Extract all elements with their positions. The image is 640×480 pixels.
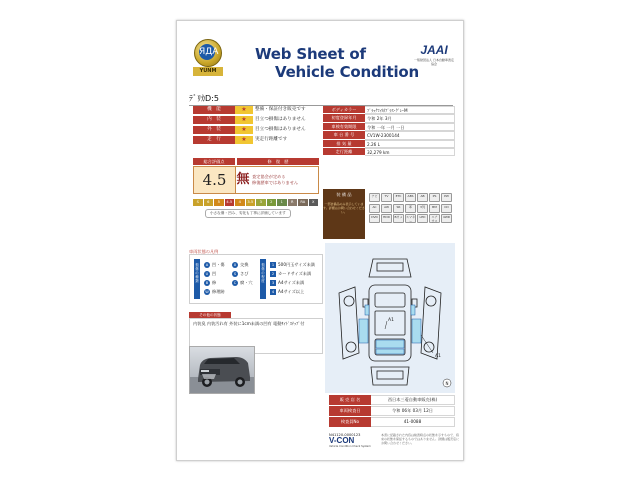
- info-value: ﾌﾞﾗｯｸﾏｲｶ/ﾌﾞﾗｽ･ｸﾞﾚｰM: [365, 106, 455, 114]
- info-key: 走行距離: [323, 148, 365, 156]
- info-value: CV1W-2300144: [365, 131, 455, 139]
- legend-label: 凹・傷: [212, 262, 225, 267]
- legend-label: 修理跡: [212, 289, 225, 294]
- equipment-item: HDD: [381, 214, 392, 223]
- rating-row-exterior: [193, 126, 319, 134]
- info-row-displacement: [323, 140, 455, 148]
- legend-item: [204, 288, 225, 295]
- vehicle-photo: [189, 346, 255, 394]
- legend-type-icon: A: [205, 263, 209, 267]
- equipment-item: AC: [369, 204, 380, 213]
- legend-box: [189, 254, 323, 304]
- legend-label: さび: [240, 271, 249, 276]
- info-key: 排 気 量: [323, 140, 365, 148]
- info-row-color: [323, 106, 455, 114]
- star-icon: ★: [235, 116, 253, 124]
- info-key: 初度登録年月: [323, 114, 365, 122]
- legend-label: 凹: [212, 271, 217, 276]
- rating-label: 走 行: [193, 136, 235, 144]
- seal-badge: ЯДА: [199, 44, 215, 60]
- legend-side-left: 損傷の種類: [194, 259, 200, 299]
- legend-label: 腐・穴: [240, 280, 253, 285]
- remarks-title: その他の状態: [189, 312, 231, 318]
- footnote: 本書に記載された内容は検査時点の状態を示すもので、将来の状態を保証するものではありません。詳細は販売店にお問い合わせください。: [381, 433, 460, 445]
- legend-type-icon: S: [233, 272, 237, 276]
- scale-step: 4: [235, 199, 246, 206]
- damage-mark-2: A1: [435, 354, 441, 359]
- dealer-key: 車両検査日: [329, 406, 371, 416]
- equipment-panel: [323, 189, 455, 239]
- info-row-inspection-expiry: [323, 123, 455, 131]
- rating-row-mileage: [193, 136, 319, 144]
- scale-step: 2: [267, 199, 278, 206]
- info-value: 2.26 L: [365, 140, 455, 148]
- car-name: ﾃﾞﾘｶD:5: [189, 93, 453, 106]
- info-row-registration: [323, 114, 455, 122]
- star-icon: ★: [235, 106, 253, 114]
- svg-text:N: N: [445, 381, 449, 386]
- legend-item: [204, 270, 216, 277]
- vcon-sub: Vehicle Condition Check System: [329, 445, 371, 448]
- legend-type-icon: B: [205, 281, 209, 285]
- legend-item: [232, 279, 253, 286]
- repair-history-mark: 無: [236, 172, 250, 187]
- scale-note: 小さな傷・凹み、劣化も丁寧に評価しています: [205, 209, 291, 218]
- org-logo: [413, 43, 455, 66]
- overall-score: 4.5: [194, 167, 236, 193]
- equipment-item: LED: [417, 214, 428, 223]
- legend-degree-icon: 1: [271, 263, 275, 267]
- scale-step: 3: [256, 199, 267, 206]
- equipment-item: 3列: [417, 204, 428, 213]
- seal-emblem: [193, 39, 223, 77]
- dealer-value: 令和 06年 03月 12日: [371, 406, 455, 416]
- legend-item: [270, 261, 315, 268]
- scale-step: 6: [204, 199, 215, 206]
- equipment-item: ETC: [393, 193, 404, 202]
- rating-label: 内 装: [193, 116, 235, 124]
- score-scale: [193, 199, 319, 206]
- info-key: 車 台 番 号: [323, 131, 365, 139]
- legend-label: カードサイズ未満: [278, 271, 312, 276]
- equipment-item: SR: [393, 204, 404, 213]
- info-key: 車検有効期限: [323, 123, 365, 131]
- equipment-item: DVD: [369, 214, 380, 223]
- legend-item: [204, 261, 225, 268]
- star-icon: ★: [235, 136, 253, 144]
- legend-side-right: 損傷の程度: [260, 259, 266, 299]
- equipment-item: Bカメ: [393, 214, 404, 223]
- vcon-logo: V-CON: [329, 436, 355, 445]
- rating-desc: 目立つ損傷はありません: [255, 117, 306, 122]
- info-value: 令和 一年 一月 一日: [365, 123, 455, 131]
- rating-label: 機 能: [193, 106, 235, 114]
- seal-ribbon: YUNM: [193, 67, 223, 76]
- equipment-item: PS: [429, 193, 440, 202]
- scale-step: X: [309, 199, 320, 206]
- scale-step: 5: [214, 199, 225, 206]
- dealer-value: 41-0088: [371, 417, 455, 427]
- legend-item: [270, 288, 304, 295]
- dealer-row-name: [329, 395, 455, 405]
- rating-row-function: [193, 106, 319, 114]
- equipment-item: TV: [381, 193, 392, 202]
- scale-step: 3.5: [246, 199, 257, 206]
- repair-note-line1: 査定協会が定める: [252, 174, 286, 179]
- legend-item: [232, 261, 248, 268]
- repair-note: [250, 167, 298, 193]
- info-row-chassis: [323, 131, 455, 139]
- legend-degree-icon: 2: [271, 272, 275, 276]
- legend-label: A4サイズ以上: [278, 289, 305, 294]
- info-key: ボディカラー: [323, 106, 365, 114]
- equipment-item: 4WD: [441, 214, 452, 223]
- star-icon: ★: [235, 126, 253, 134]
- damage-mark-1: A1: [388, 318, 394, 323]
- equipment-grid: [369, 193, 455, 223]
- legend-title: 車両状態の凡例: [189, 249, 219, 254]
- legend-label: A4サイズ未満: [278, 280, 305, 285]
- equipment-item: CD: [441, 204, 452, 213]
- sheet-title-line1: Web Sheet of: [255, 45, 366, 63]
- equipment-label-box: [323, 189, 365, 239]
- rating-desc: 目立つ損傷はありません: [255, 127, 306, 132]
- rating-label: 外 装: [193, 126, 235, 134]
- legend-label: 修: [212, 280, 217, 285]
- equipment-item: AW: [381, 204, 392, 213]
- equipment-item: スマキー: [406, 215, 415, 223]
- damage-diagram: [325, 243, 455, 393]
- legend-type-icon: C: [233, 281, 237, 285]
- equipment-item: ナビ: [369, 193, 380, 202]
- scale-step: 1: [277, 199, 288, 206]
- equipment-note: 一部装備品のみ表示しています。詳細はお問い合わせください。: [323, 202, 365, 214]
- legend-item: [270, 279, 304, 286]
- dealer-row-inspector: [329, 417, 455, 427]
- sheet-title-line2: Vehicle Condition: [275, 63, 419, 81]
- score-header-left: 総合評価点: [193, 158, 235, 165]
- score-header-right: 修 復 歴: [237, 158, 319, 165]
- equipment-item: ABS: [405, 193, 416, 202]
- dealer-value: 西日本三菱自動車販売(株): [371, 395, 455, 405]
- legend-item: [204, 279, 216, 286]
- dealer-key: 販 売 店 名: [329, 395, 371, 405]
- equipment-item: PW: [441, 193, 452, 202]
- dealer-key: 検査員No: [329, 417, 371, 427]
- car-photo-icon: [190, 347, 255, 394]
- info-value: 令和 2年 3月: [365, 114, 455, 122]
- dealer-table: [329, 395, 455, 428]
- legend-item: [232, 270, 248, 277]
- sheet-id: N41120-0000123: [329, 433, 361, 437]
- legend-degree-icon: 3: [271, 281, 275, 285]
- legend-type-icon: W: [205, 290, 209, 294]
- legend-label: 交換: [240, 262, 249, 267]
- equipment-item: 革: [405, 204, 416, 213]
- rating-desc: 実走行距離です: [255, 137, 288, 142]
- equipment-item: エアサス: [429, 214, 440, 223]
- car-outline-diagram: [325, 243, 455, 393]
- equipment-item: AB: [417, 193, 428, 202]
- vcon-footer: [329, 433, 371, 448]
- repair-note-line2: 修復歴車ではありません: [252, 180, 299, 185]
- info-row-mileage: [323, 148, 455, 156]
- scale-step: RA: [298, 199, 309, 206]
- equipment-item: BM: [429, 204, 440, 213]
- dealer-row-inspection-date: [329, 406, 455, 416]
- remarks-text: 内装臭 内装汚れ有 外装に1cm未満の凹有 電動ｻｲﾄﾞｽﾃｯﾌﾟ付: [189, 318, 323, 354]
- condition-sheet: [176, 20, 464, 461]
- legend-degree-icon: 4: [271, 290, 275, 294]
- info-value: 32,279 km: [365, 148, 455, 156]
- legend-item: [270, 270, 311, 277]
- vehicle-info-table: [323, 106, 455, 156]
- scale-step: S: [193, 199, 204, 206]
- legend-label: 500円玉サイズ未満: [278, 262, 315, 267]
- equipment-label: 装 備 品: [336, 192, 352, 197]
- org-logo-text: JAAI: [420, 43, 448, 57]
- score-header: [193, 158, 319, 165]
- legend-type-icon: U: [205, 272, 209, 276]
- scale-step: 4.5: [225, 199, 236, 206]
- rating-desc: 整備・保証付き販売です: [255, 107, 306, 112]
- rating-row-interior: [193, 116, 319, 124]
- legend-type-icon: X: [233, 263, 237, 267]
- score-box: [193, 166, 319, 194]
- scale-step: R: [288, 199, 299, 206]
- org-name: 一般財団法人 日本自動車査定協会: [414, 58, 454, 66]
